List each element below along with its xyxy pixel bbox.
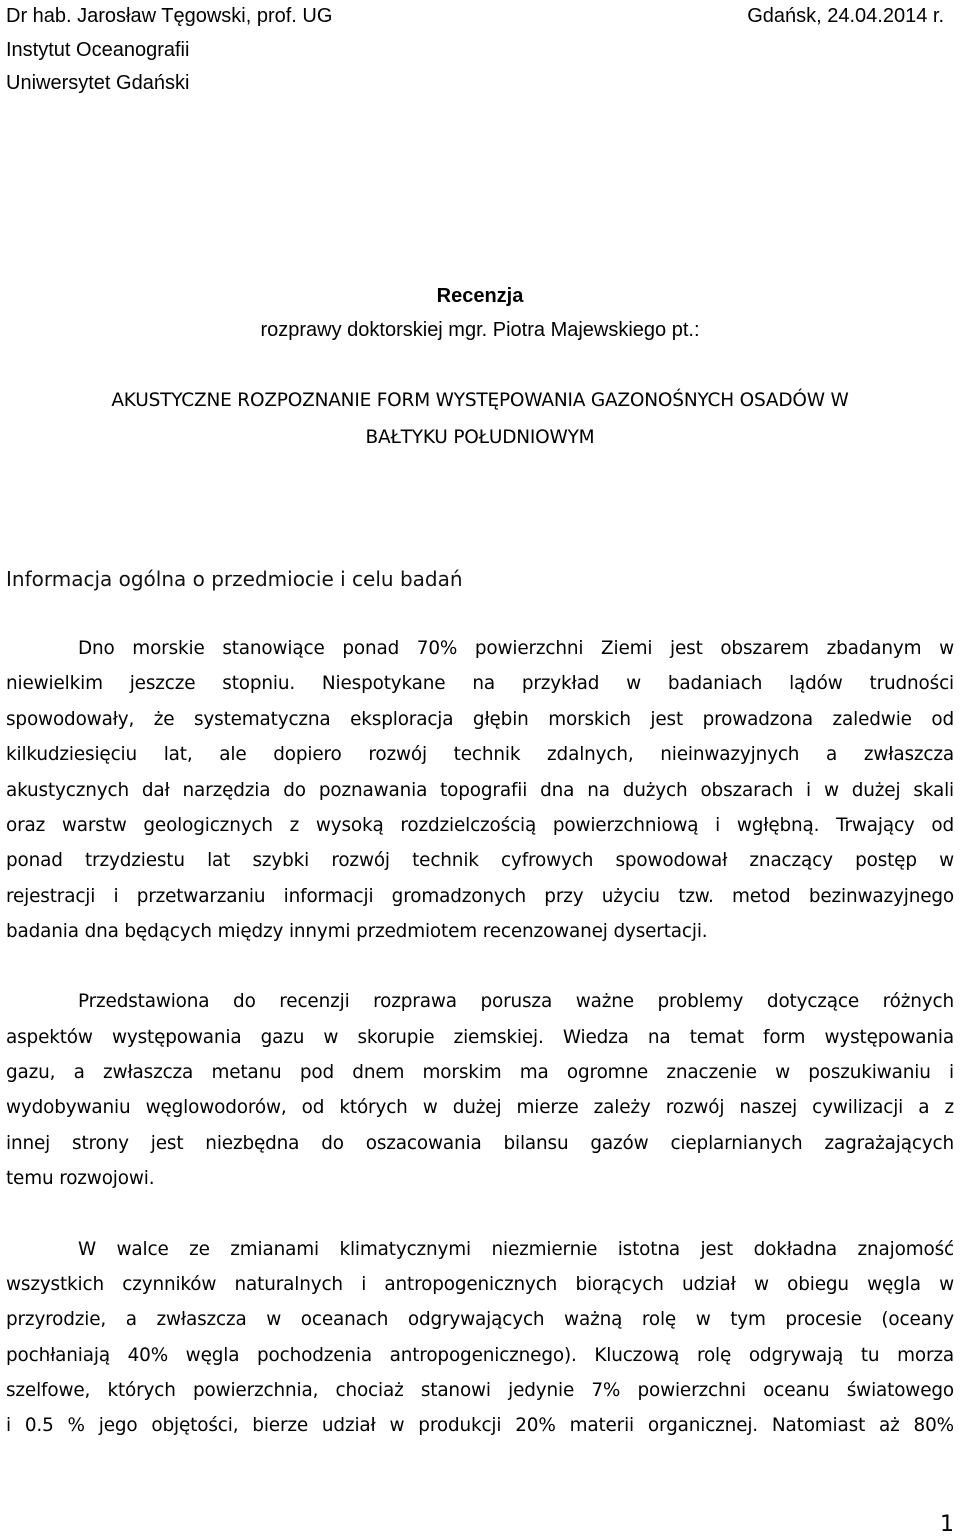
paragraph-line: akustycznych dał narzędzia do poznawania topografii dna na dużych obszarach i w dużej skali: [6, 780, 954, 801]
paragraph-line: spowodowały, że systematyczna eksploracja głębin morskich jest prowadzona zaledwie od: [6, 709, 954, 730]
paragraph-line: wszystkich czynników naturalnych i antropogenicznych biorących udział w obiegu węgla w: [6, 1274, 954, 1295]
paragraph-line: oraz warstw geologicznych z wysoką rozdzielczością powierzchniową i wgłębną. Trwający od: [6, 815, 954, 836]
dissertation-title-line1: AKUSTYCZNE ROZPOZNANIE FORM WYSTĘPOWANIA GAZONOŚNYCH OSADÓW W: [111, 390, 849, 411]
paragraph-line: badania dna będących między innymi przedmiotem recenzowanej dysertacji.: [6, 921, 708, 942]
paragraph-line: pochłaniają 40% węgla pochodzenia antropogenicznego). Kluczową rolę odgrywają tu morza: [6, 1345, 954, 1366]
paragraph-line: innej strony jest niezbędna do oszacowania bilansu gazów cieplarnianych zagrażających: [6, 1133, 954, 1154]
paragraph-line: przyrodzie, a zwłaszcza w oceanach odgrywających ważną rolę w tym procesie (oceany: [6, 1309, 954, 1330]
paragraph-line: i 0.5 % jego objętości, bierze udział w produkcji 20% materii organicznej. Natomiast aż 80%: [6, 1415, 954, 1436]
section-heading: Informacja ogólna o przedmiocie i celu badań: [6, 567, 463, 591]
paragraph-line: rejestracji i przetwarzaniu informacji gromadzonych przy użyciu tzw. metod bezinwazyjnego: [6, 886, 954, 907]
paragraph-line: temu rozwojowi.: [6, 1168, 155, 1189]
paragraph-line: kilkudziesięciu lat, ale dopiero rozwój technik zdalnych, nieinwazyjnych a zwłaszcza: [6, 744, 954, 765]
paragraph-line: Dno morskie stanowiące ponad 70% powierzchni Ziemi jest obszarem zbadanym w: [78, 638, 954, 659]
review-subtitle: rozprawy doktorskiej mgr. Piotra Majewskiego pt.:: [260, 319, 700, 341]
university-name: Uniwersytet Gdański: [6, 72, 190, 94]
paragraph-line: aspektów występowania gazu w skorupie ziemskiej. Wiedza na temat form występowania: [6, 1027, 954, 1048]
paragraph-line: ponad trzydziestu lat szybki rozwój technik cyfrowych spowodował znaczący postęp w: [6, 850, 954, 871]
institute-name: Instytut Oceanografii: [6, 39, 190, 61]
paragraph-line: szelfowe, których powierzchnia, chociaż stanowi jedynie 7% powierzchni oceanu światowego: [6, 1380, 954, 1401]
author-name: Dr hab. Jarosław Tęgowski, prof. UG: [6, 5, 333, 27]
review-label: Recenzja: [436, 285, 524, 307]
paragraph-line: Przedstawiona do recenzji rozprawa porusza ważne problemy dotyczące różnych: [78, 991, 954, 1012]
paragraph-line: gazu, a zwłaszcza metanu pod dnem morskim ma ogromne znaczenie w poszukiwaniu i: [6, 1062, 954, 1083]
page-number: 1: [940, 1512, 954, 1537]
paragraph-line: niewielkim jeszcze stopniu. Niespotykane na przykład w badaniach lądów trudności: [6, 673, 954, 694]
paragraph-line: wydobywaniu węglowodorów, od których w dużej mierze zależy rozwój naszej cywilizacji a z: [6, 1097, 954, 1118]
place-date: Gdańsk, 24.04.2014 r.: [747, 5, 944, 27]
dissertation-title-line2: BAŁTYKU POŁUDNIOWYM: [365, 427, 595, 448]
paragraph-line: W walce ze zmianami klimatycznymi niezmiernie istotna jest dokładna znajomość: [78, 1239, 954, 1260]
